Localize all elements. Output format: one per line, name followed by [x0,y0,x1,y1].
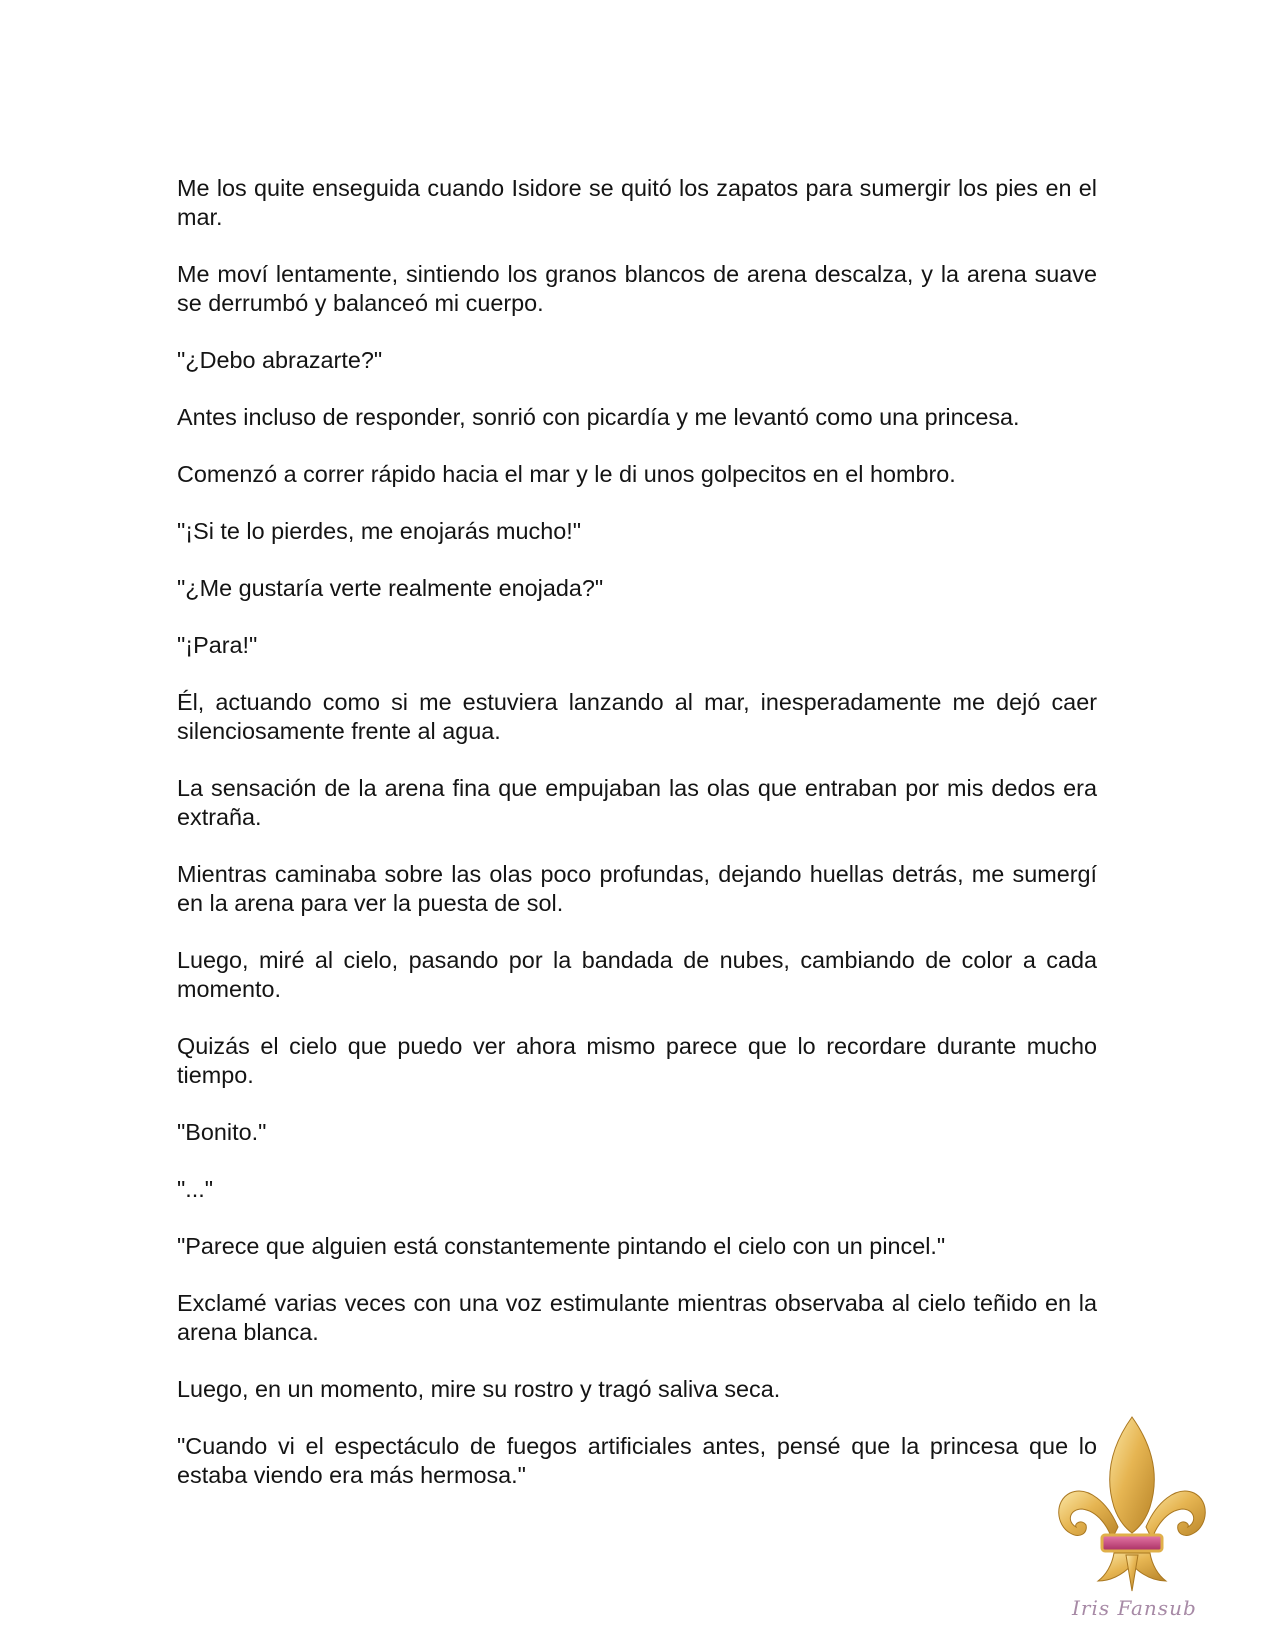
paragraph-5: Comenzó a correr rápido hacia el mar y le di unos golpecitos en el hombro. [177,461,956,487]
paragraph-12: Luego, miré al cielo, pasando por la bandada de nubes, cambiando de color a cada momento. [177,947,1097,1002]
paragraph-14: "Bonito." [177,1119,267,1145]
paragraph-4: Antes incluso de responder, sonrió con picardía y me levantó como una princesa. [177,404,1020,430]
paragraph-3: "¿Debo abrazarte?" [177,347,383,373]
paragraph-17: Exclamé varias veces con una voz estimulante mientras observaba al cielo teñido en la arena blanca. [177,1290,1097,1345]
paragraph-19: "Cuando vi el espectáculo de fuegos artificiales antes, pensé que la princesa que lo estaba viendo era más hermosa." [177,1433,1097,1488]
paragraph-7: "¿Me gustaría verte realmente enojada?" [177,575,604,601]
paragraph-18: Luego, en un momento, mire su rostro y tragó saliva seca. [177,1376,781,1402]
signature: Iris Fansub [1072,1596,1197,1620]
paragraph-9: Él, actuando como si me estuviera lanzando al mar, inesperadamente me dejó caer silenciosamente frente al agua. [177,689,1097,744]
fleur-de-lis-icon [1052,1415,1212,1615]
paragraph-10: La sensación de la arena fina que empujaban las olas que entraban por mis dedos era extraña. [177,775,1097,830]
paragraph-6: "¡Si te lo pierdes, me enojarás mucho!" [177,518,582,544]
paragraph-2: Me moví lentamente, sintiendo los granos blancos de arena descalza, y la arena suave se derrumbó y balanceó mi cuerpo. [177,261,1097,316]
paragraph-11: Mientras caminaba sobre las olas poco profundas, dejando huellas detrás, me sumergí en la arena para ver la puesta de sol. [177,861,1097,916]
paragraph-13: Quizás el cielo que puedo ver ahora mismo parece que lo recordare durante mucho tiempo. [177,1033,1097,1088]
paragraph-8: "¡Para!" [177,632,258,658]
document-body [177,174,1097,1518]
paragraph-15: "..." [177,1176,214,1202]
paragraph-16: "Parece que alguien está constantemente pintando el cielo con un pincel." [177,1233,946,1259]
paragraph-1: Me los quite enseguida cuando Isidore se quitó los zapatos para sumergir los pies en el mar. [177,175,1097,230]
